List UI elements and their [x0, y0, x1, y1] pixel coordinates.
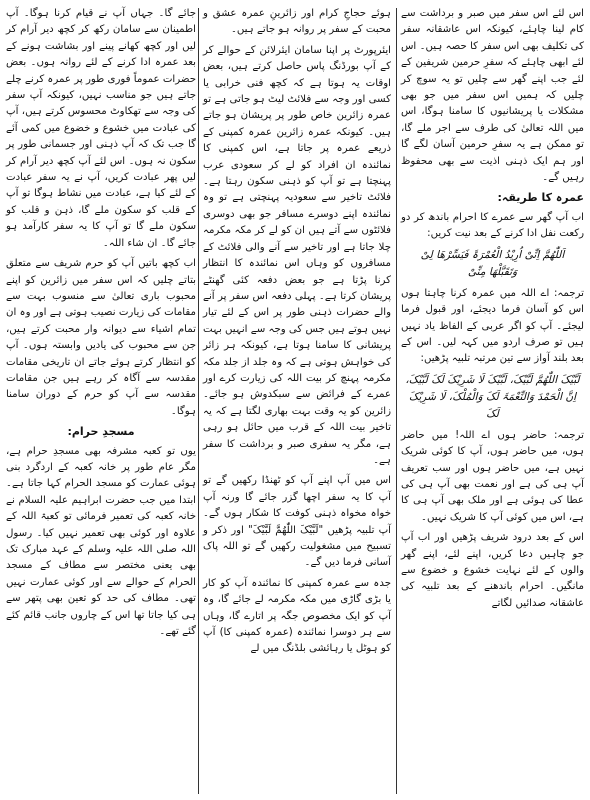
paragraph: ترجمہ: اے اللہ میں عمرہ کرنا چاہتا ہوں اس کو آسان فرما دیجئے، اور قبول فرما لیجئے۔ آپ کو اگر عربی کے الفاظ یاد نہیں ہیں تو صرف اردو میں کہہ لیں۔ اس کے بعد بلند آواز سے تین مرتبہ تلبیہ پڑھیں:	[401, 287, 584, 365]
paragraph: جائے گا۔ جہاں آپ نے قیام کرنا ہوگا۔ آپ اطمینان سے سامان رکھ کر کچھ دیر آرام کر لیں اور کچھ کھانے پینے اور بشاشت ہونے کے بعد عمرہ ادا کرنے کے لئے روانہ ہوں۔ بعض حضرات عموماً فوری طور پر عمرہ کرنے چلے جاتے ہیں جو مناسب نہیں، کیونکہ آپ سفر کی وجہ سے تھکاوٹ محسوس کرتے ہیں، آپ کی عبادت میں خشوع و خضوع میں کمی آئے گا جب تک کہ آپ ذہنی اور جسمانی طور پر سکون نہ ہوں۔ اس لئے آپ کچھ دیر آرام کر لیں پھر عبادت کریں، آپ نے یہ سفر عبادت کے لئے کیا ہے، عبادت میں نشاط ہوگا تو آپ کے قلب کو سکون ملے گا، ذہن و قلب کو سکون ملے گا تو آپ کا یہ سفر کارآمد ہو جائے گا۔ ان شاء اللہ۔	[6, 8, 196, 249]
section-heading-masjid-haram: مسجدِ حرام:	[67, 425, 135, 439]
column-divider	[198, 8, 199, 794]
arabic-talbiyah: لَبَّیْکَ اللّٰھُمَّ لَبَّیْکَ، لَبَّیْکَ لَا شَرِیْکَ لَکَ لَبَّیْکَ، اِنَّ الْحَمْدَ وَالنِّعْمَۃَ لَکَ وَالْمُلْکَ، لَا شَرِیْکَ لَکَ	[405, 373, 580, 420]
paragraph: جدہ سے عمرہ کمپنی کا نمائندہ آپ کو کار یا بڑی گاڑی میں مکہ مکرمہ لے جائے گا، وہ آپ کو ایک مخصوص جگہ پر اتارے گا، وہاں سے ہر دوسرا نمائندہ (عمرہ کمپنی کا) آپ کو ہوٹل یا رہائشی بلڈنگ میں لے	[203, 577, 391, 655]
arabic-dua-niyyah: اَللّٰھُمَّ اِنِّیْ اُرِیْدُ الْعُمْرَۃَ فَیَسِّرْھَا لِیْ وَتَقَبَّلْھَا مِنِّیْ	[420, 248, 565, 278]
paragraph: اب کچھ باتیں آپ کو حرم شریف سے متعلق بتاتے چلیں کہ اس سفر میں زائرین کو اپنے محبوب باری تعالیٰ سے منسوب بہت سے مقامات کی زیارت نصیب ہوتی ہے اور وہ ان تمام اشیاء سے دیوانہ وار محبت کرتے ہیں، جن سے محبوب کی یادیں وابستہ ہوں۔ آپ کو انتظار کرتے ہوئے جاتے ان تاریخی مقامات مقدسہ سے آگاہ کر رہے ہیں جن مقامات مقدسہ سے آپ کو حرم کے دوران سامنا ہوگا۔	[6, 258, 196, 417]
column-middle	[203, 6, 391, 662]
paragraph: اس میں آپ اپنے آپ کو ٹھنڈا رکھیں گے تو آپ کا یہ سفر اچھا گزر جائے گا ورنہ آپ خواہ مخواہ ذہنی کوفت کا شکار ہوں گے۔ آپ تلبیہ پڑھیں "لَبَّیْکَ اللّٰھُمَّ لَبَّیْکَ" اور ذکر و تسبیح میں مشغولیت رکھیں گے تو اللہ پاک آسانی فرما دیں گے۔	[203, 475, 391, 569]
section-heading-umrah-method: عمرہ کا طریقہ:	[497, 191, 584, 205]
column-left	[6, 6, 196, 644]
column-divider	[396, 8, 397, 794]
paragraph: اس کے بعد درود شریف پڑھیں اور اب آپ جو چاہیں دعا کریں، اپنے لئے، اپنے گھر والوں کے لئے نہایت خشوع و خضوع سے مانگیں۔ احرام باندھنے کے بعد تلبیہ کی عاشقانہ صدائیں لگاتے	[401, 532, 584, 609]
paragraph: یوں تو کعبہ مشرفہ بھی مسجدِ حرام ہے، مگر عام طور پر خانہ کعبہ کے اردگرد بنی ہوئی عمارت کو مسجد الحرام کہا جاتا ہے۔ ابتدا میں جب حضرت ابراہیم علیہ السلام نے خانہ کعبہ کی تعمیر فرمائی تو کعبۃ اللہ کے علاوہ اور کوئی بھی تعمیر نہیں کیا۔ رسول اللہ صلی اللہ علیہ وسلم کے عہد مبارک تک بھی یعنی مختصر سے مطاف کے مسجد الحرام کے حوالے سے اور کوئی عمارت نہیں تھی۔ مطاف کی حد کو تعین بھی پتھر سے ہی کیا جاتا تھا اس کے چاروں جانب قائم کئے گئے تھے۔	[6, 445, 196, 638]
paragraph: ایئرپورٹ پر اپنا سامان ایئرلائن کے حوالے کر کے آپ بورڈنگ پاس حاصل کرتے ہیں، بعض اوقات یہ ہوتا ہے کہ کچھ فنی خرابی یا کسی اور وجہ سے فلائٹ لیٹ ہو جاتی ہے تو عمرہ زائرین خاص طور پر پریشان ہو جاتے ہیں۔ کیونکہ عمرہ زائرین عمرہ کمپنی کے ذریعے عمرہ پر جاتا ہے، اس کمپنی کا نمائندہ ان افراد کو لے کر سعودی عرب پہنچتا ہے تو آپ کو ذہنی سکون رہتا ہے۔ فلائٹ تاخیر سے سعودیہ پہنچتی ہے تو وہ نمائندہ اپنے دوسرے مسافر جو بھی دوسری فلائٹوں سے آتے ہیں ان کو لے کر مکہ مکرمہ چلا جاتا ہے اور تاخیر سے آنے والی فلائٹ کے مسافروں کو وہاں اس نمائندہ کا انتظار کرنا پڑتا ہے جو بعض دفعہ کئی گھنٹے پریشان کرتا ہے۔ پہلی دفعہ اس سفر پر آنے والے حضرات ذہنی طور پر اس کے لئے تیار نہیں ہوتے ہیں جس کی وجہ سے انہیں بہت پریشانی کا سامنا ہوتا ہے، کیونکہ ہر زائر کی خواہش ہوتی ہے کہ وہ جلد از جلد مکہ مکرمہ پہنچ کر بیت اللہ کی زیارت کرے اور عمرے کے فرائض سے سبکدوش ہو جائے۔ زائرین کو یہ وقت بہت بھاری لگتا ہے کہ یہ تاخیر بیت اللہ کے قرب میں حائل ہو رہی ہے، مگر یہ سفری صبر و برداشت کا سفر ہے۔	[203, 44, 391, 466]
paragraph: اس لئے اس سفر میں صبر و برداشت سے کام لینا چاہئے، کیونکہ اس عاشقانہ سفر کی تکلیف بھی اس سفر کا حصہ ہیں۔ اس لئے ابھی چاہئے کہ سفرِ حرمین شریفین کے لئے جب اپنے گھر سے چلیں تو یہ سوچ کر چلیں کہ ہمیں اس سفر میں جو بھی مشکلات یا پریشانیوں کا سامنا ہوگا، اس میں اللہ تعالیٰ کی طرف سے اجر ملے گا، تو ممکن ہے یہ سفرِ حرمین آسان لگے گا اور ہم ایک ذہنی اذیت سے بھی محفوظ رہیں گے۔	[401, 8, 584, 184]
column-right	[401, 6, 584, 616]
paragraph: ترجمہ: حاضر ہوں اے اللہ! میں حاضر ہوں، میں حاضر ہوں، آپ کا کوئی شریک نہیں ہے، میں حاضر ہوں اور سب تعریف آپ ہی کی ہے اور نعمت بھی آپ ہی کی عطا کی ہوئی ہے اور ملک بھی آپ ہی کا ہے، اس میں کوئی آپ کا شریک نہیں۔	[401, 429, 584, 523]
paragraph: اب آپ گھر سے عمرے کا احرام باندھ کر دو رکعت نفل ادا کرنے کے بعد نیت کریں:	[401, 211, 584, 240]
paragraph: ہوئے حجاجِ کرام اور زائرینِ عمرہ عشق و محبت کے سفر پر روانہ ہو جاتے ہیں۔	[203, 8, 391, 36]
